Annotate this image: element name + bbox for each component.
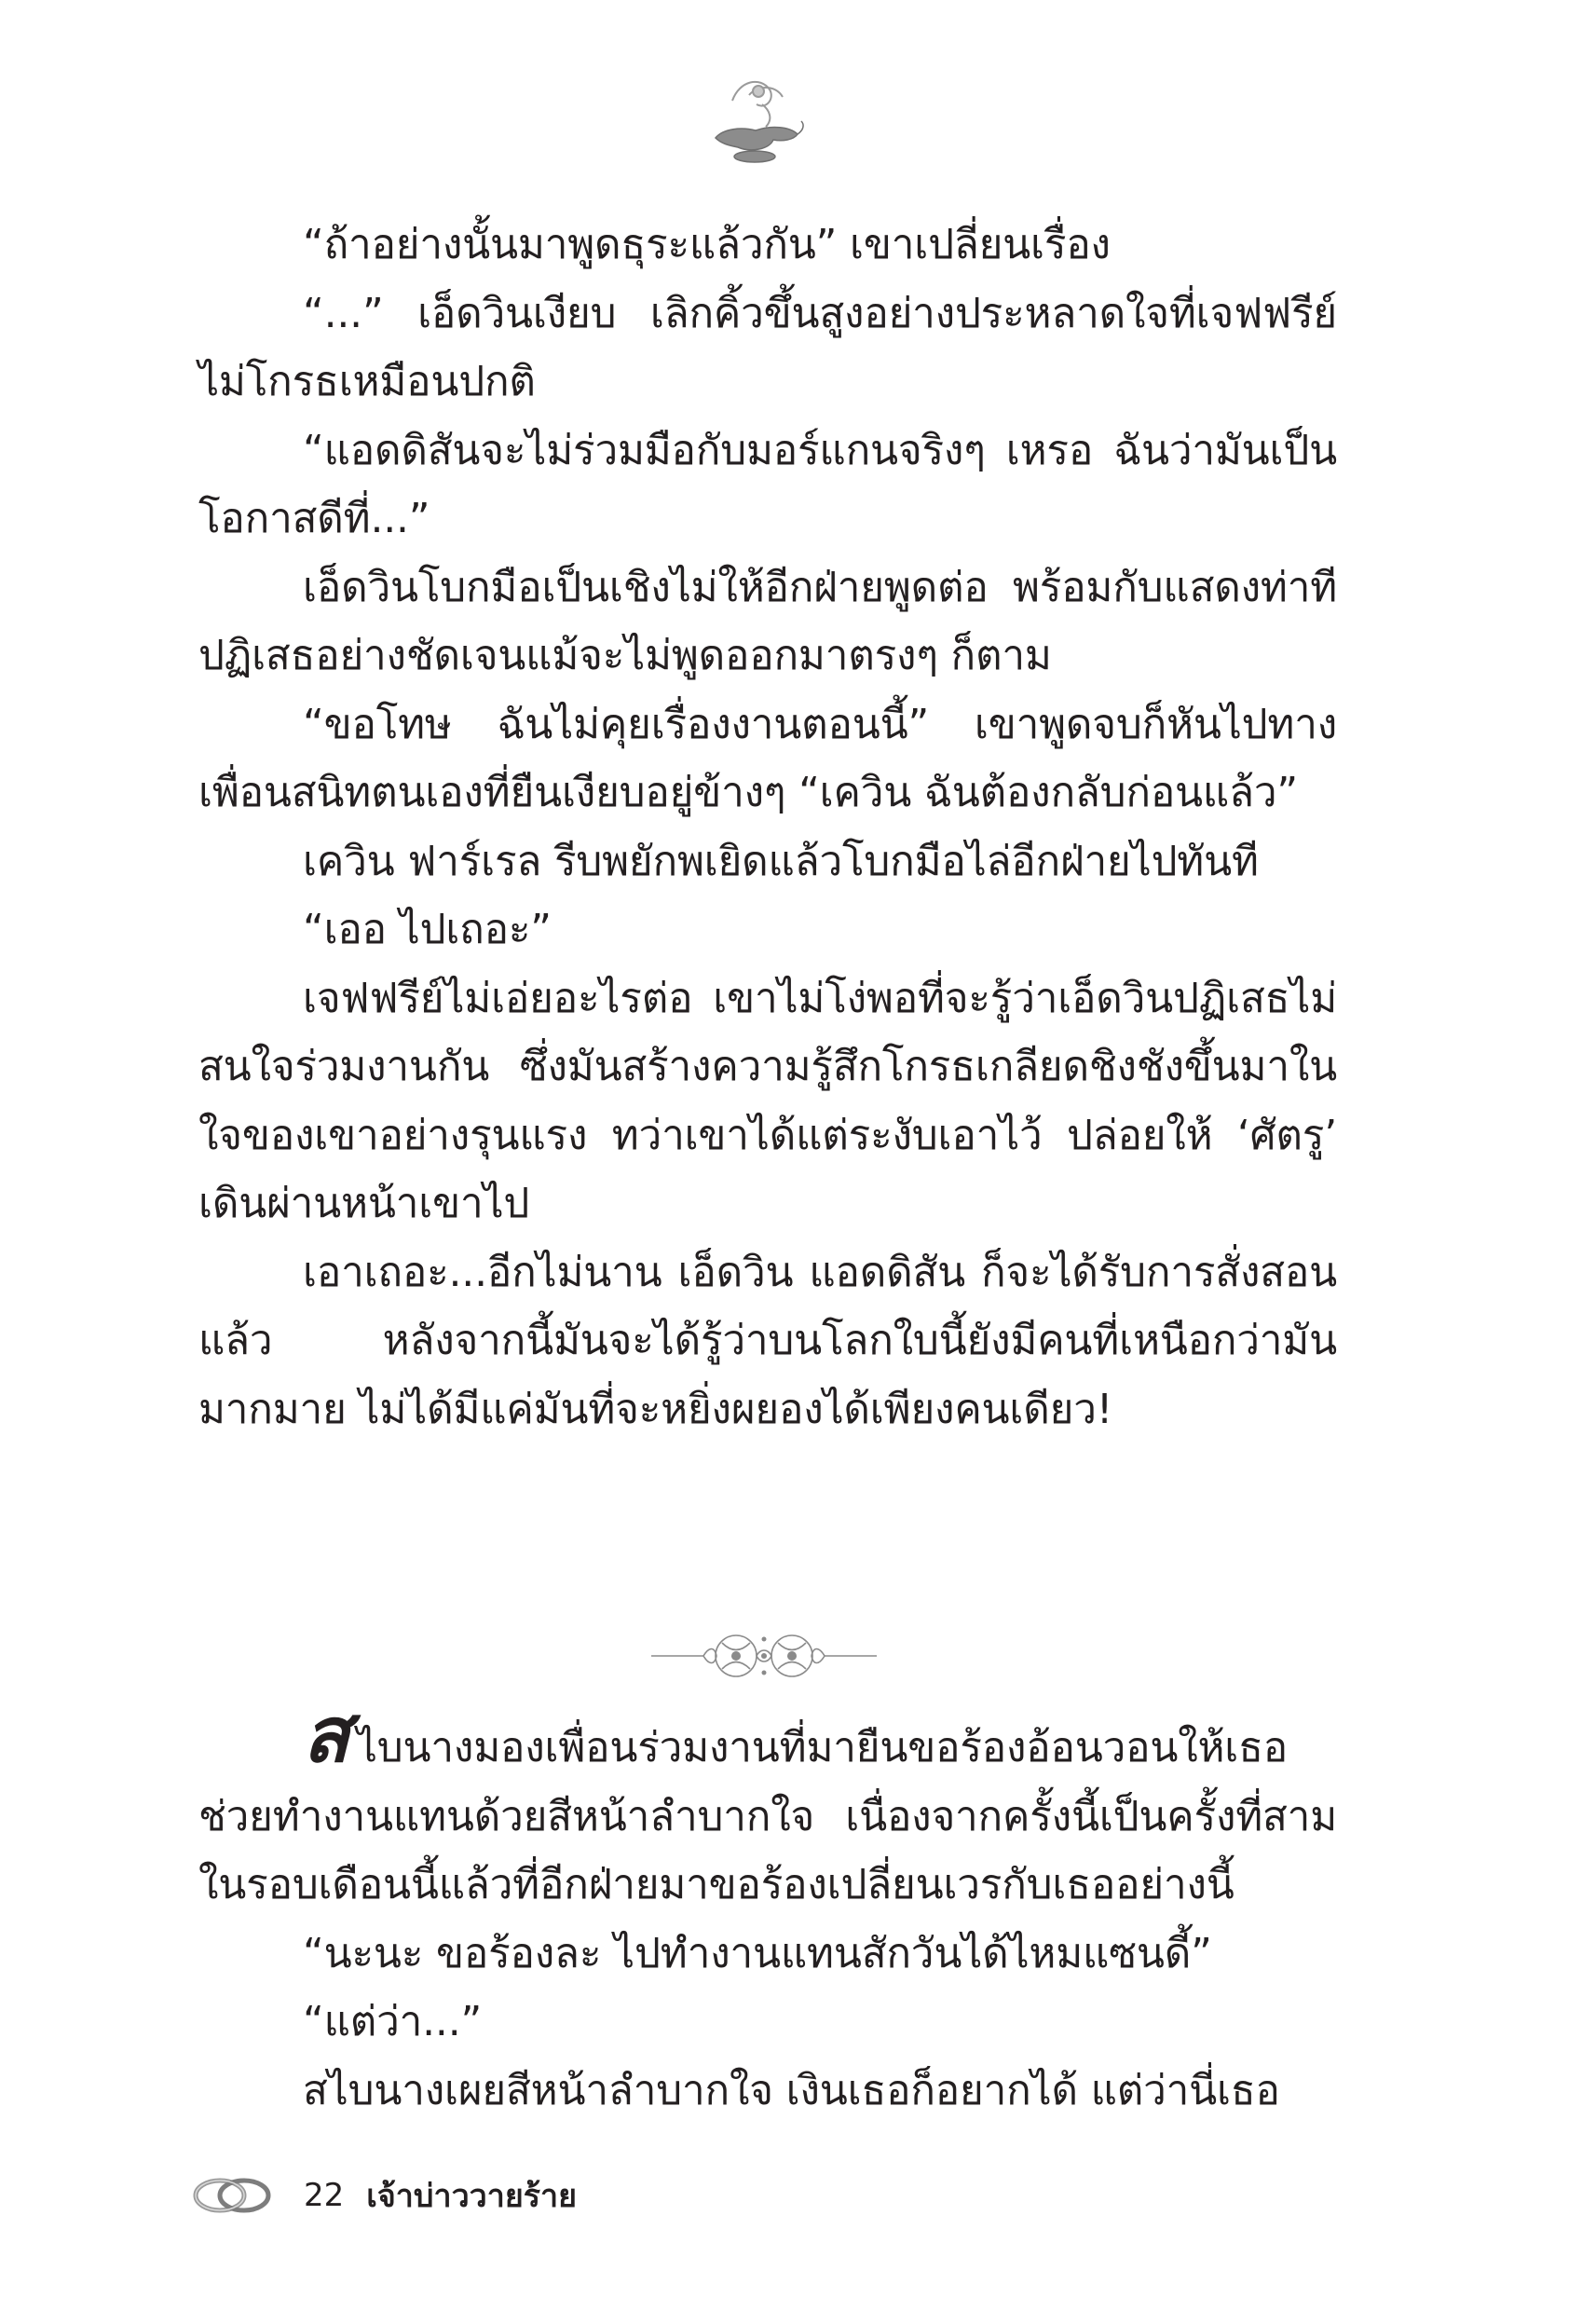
page-number: 22 xyxy=(304,2177,345,2214)
paragraph: “...” เอ็ดวินเงียบ เลิกคิ้วขึ้นสูงอย่างประหลาดใจที่เจฟฟรีย์ไม่โกรธเหมือนปกติ xyxy=(198,289,1337,405)
paragraph-text: ไบนางมองเพื่อนร่วมงานที่มายืนขอร้องอ้อนวอนให้เธอช่วยทำงานแทนด้วยสีหน้าลำบากใจ เนื่องจากครั้งนี้เป็นครั้งที่สามในรอบเดือนนี้แล้วที่อีกฝ่ายมาขอร้องเปลี่ยนเวรกับเธออย่างนี้ xyxy=(198,1724,1337,1908)
paragraph: “เออ ไปเถอะ” xyxy=(303,906,552,953)
paragraphs-section-1 xyxy=(198,211,1337,1443)
paragraphs-section-2 xyxy=(198,1691,1337,2125)
paragraph: “ขอโทษ ฉันไม่คุยเรื่องงานตอนนี้” เขาพูดจบก็หันไปทางเพื่อนสนิทตนเองที่ยืนเงียบอยู่ข้างๆ “เควิน ฉันต้องกลับก่อนแล้ว” xyxy=(198,700,1337,816)
page-footer xyxy=(190,2167,577,2223)
paragraph: สไบนางเผยสีหน้าลำบากใจ เงินเธอก็อยากได้ แต่ว่านี่เธอ xyxy=(303,2066,1280,2114)
paragraph: “นะนะ ขอร้องละ ไปทำงานแทนสักวันได้ไหมแซนดี้” xyxy=(303,1929,1212,1977)
book-title: เจ้าบ่าววายร้าย xyxy=(366,2178,578,2215)
floral-divider-icon xyxy=(648,1626,880,1686)
rings-icon xyxy=(190,2175,274,2216)
lamp-ornament-icon xyxy=(704,73,807,171)
paragraph: “ถ้าอย่างนั้นมาพูดธุระแล้วกัน” เขาเปลี่ยนเรื่อง xyxy=(303,221,1111,268)
paragraph: “แอดดิสันจะไม่ร่วมมือกับมอร์แกนจริงๆ เหรอ ฉันว่ามันเป็นโอกาสดีที่...” xyxy=(198,426,1337,542)
paragraph: เควิน ฟาร์เรล รีบพยักพเยิดแล้วโบกมือไล่อีกฝ่ายไปทันที xyxy=(303,837,1259,885)
paragraph-with-dropcap xyxy=(198,1691,1337,1920)
paragraph: เอาเถอะ...อีกไม่นาน เอ็ดวิน แอดดิสัน ก็จะได้รับการสั่งสอนแล้ว หลังจากนี้มันจะได้รู้ว่าบนโลกใบนี้ยังมีคนที่เหนือกว่ามันมากมาย ไม่ได้มีแค่มันที่จะหยิ่งผยองได้เพียงคนเดียว! xyxy=(198,1248,1337,1433)
paragraph: เจฟฟรีย์ไม่เอ่ยอะไรต่อ เขาไม่โง่พอที่จะรู้ว่าเอ็ดวินปฏิเสธไม่สนใจร่วมงานกัน ซึ่งมันสร้างความรู้สึกโกรธเกลียดชิงชังขึ้นมาในใจของเขาอย่างรุนแรง ทว่าเขาได้แต่ระงับเอาไว้ ปล่อยให้ ‘ศัตรู’ เดินผ่านหน้าเขาไป xyxy=(198,974,1337,1227)
paragraph: “แต่ว่า...” xyxy=(303,1998,483,2045)
drop-cap: ส xyxy=(303,1691,349,1780)
paragraph: เอ็ดวินโบกมือเป็นเชิงไม่ให้อีกฝ่ายพูดต่อ พร้อมกับแสดงท่าทีปฏิเสธอย่างชัดเจนแม้จะไม่พูดออกมาตรงๆ ก็ตาม xyxy=(198,563,1337,679)
